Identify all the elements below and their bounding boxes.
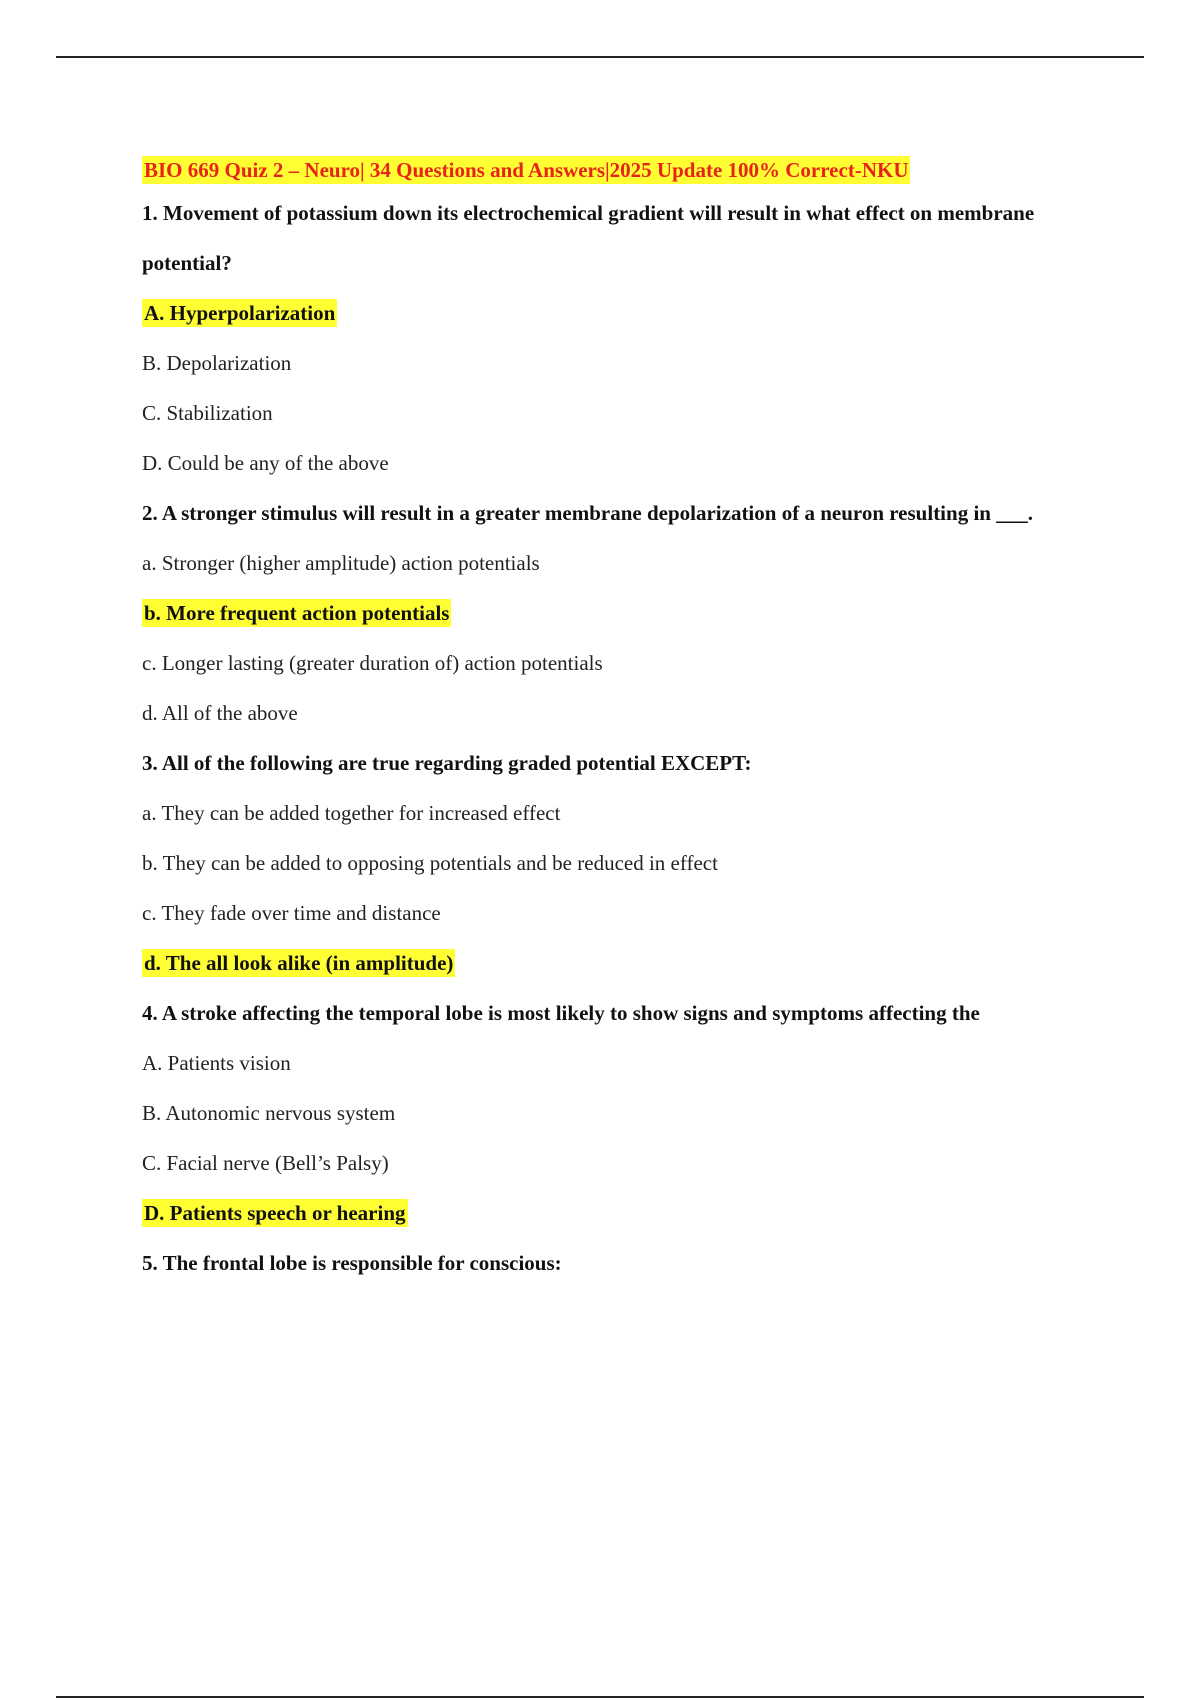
- correct-answer-highlight: d. The all look alike (in amplitude): [144, 951, 454, 975]
- question-2-option-c: c. Longer lasting (greater duration of) action potentials: [142, 651, 603, 675]
- correct-answer-highlight: D. Patients speech or hearing: [144, 1201, 406, 1225]
- question-1: 1. Movement of potassium down its electrochemical gradient will result in what effect on membrane: [142, 201, 1035, 225]
- question-4: 4. A stroke affecting the temporal lobe is most likely to show signs and symptoms affecting the: [142, 1001, 980, 1025]
- question-3: 3. All of the following are true regarding graded potential EXCEPT:: [142, 751, 752, 775]
- question-4-option-a: A. Patients vision: [142, 1051, 291, 1075]
- question-1-option-c: C. Stabilization: [142, 401, 273, 425]
- question-3-option-b: b. They can be added to opposing potentials and be reduced in effect: [142, 851, 718, 875]
- correct-answer-highlight: A. Hyperpolarization: [144, 301, 336, 325]
- document-content: [142, 154, 1062, 1300]
- question-1-option-b: B. Depolarization: [142, 351, 292, 375]
- question-5: 5. The frontal lobe is responsible for conscious:: [142, 1251, 562, 1275]
- document-title: BIO 669 Quiz 2 – Neuro| 34 Questions and Answers|2025 Update 100% Correct-NKU: [144, 158, 909, 182]
- question-2: 2. A stronger stimulus will result in a greater membrane depolarization of a neuron resulting in ___.: [142, 501, 1033, 525]
- question-4-option-d: [142, 1200, 1062, 1227]
- question-2-option-d: d. All of the above: [142, 701, 298, 725]
- question-3-option-c: c. They fade over time and distance: [142, 901, 441, 925]
- question-1-option-d: D. Could be any of the above: [142, 451, 389, 475]
- bottom-rule: [56, 1696, 1144, 1698]
- question-3-option-d: [142, 950, 1062, 977]
- question-1-option-a: [142, 300, 1062, 327]
- question-2-option-a: a. Stronger (higher amplitude) action potentials: [142, 551, 540, 575]
- question-1-tail: potential?: [142, 251, 232, 275]
- top-rule: [56, 56, 1144, 58]
- question-3-option-a: a. They can be added together for increased effect: [142, 801, 561, 825]
- title-block: [142, 154, 1062, 186]
- question-4-option-b: B. Autonomic nervous system: [142, 1101, 396, 1125]
- question-4-option-c: C. Facial nerve (Bell’s Palsy): [142, 1151, 389, 1175]
- correct-answer-highlight: b. More frequent action potentials: [144, 601, 450, 625]
- question-2-option-b: [142, 600, 1062, 627]
